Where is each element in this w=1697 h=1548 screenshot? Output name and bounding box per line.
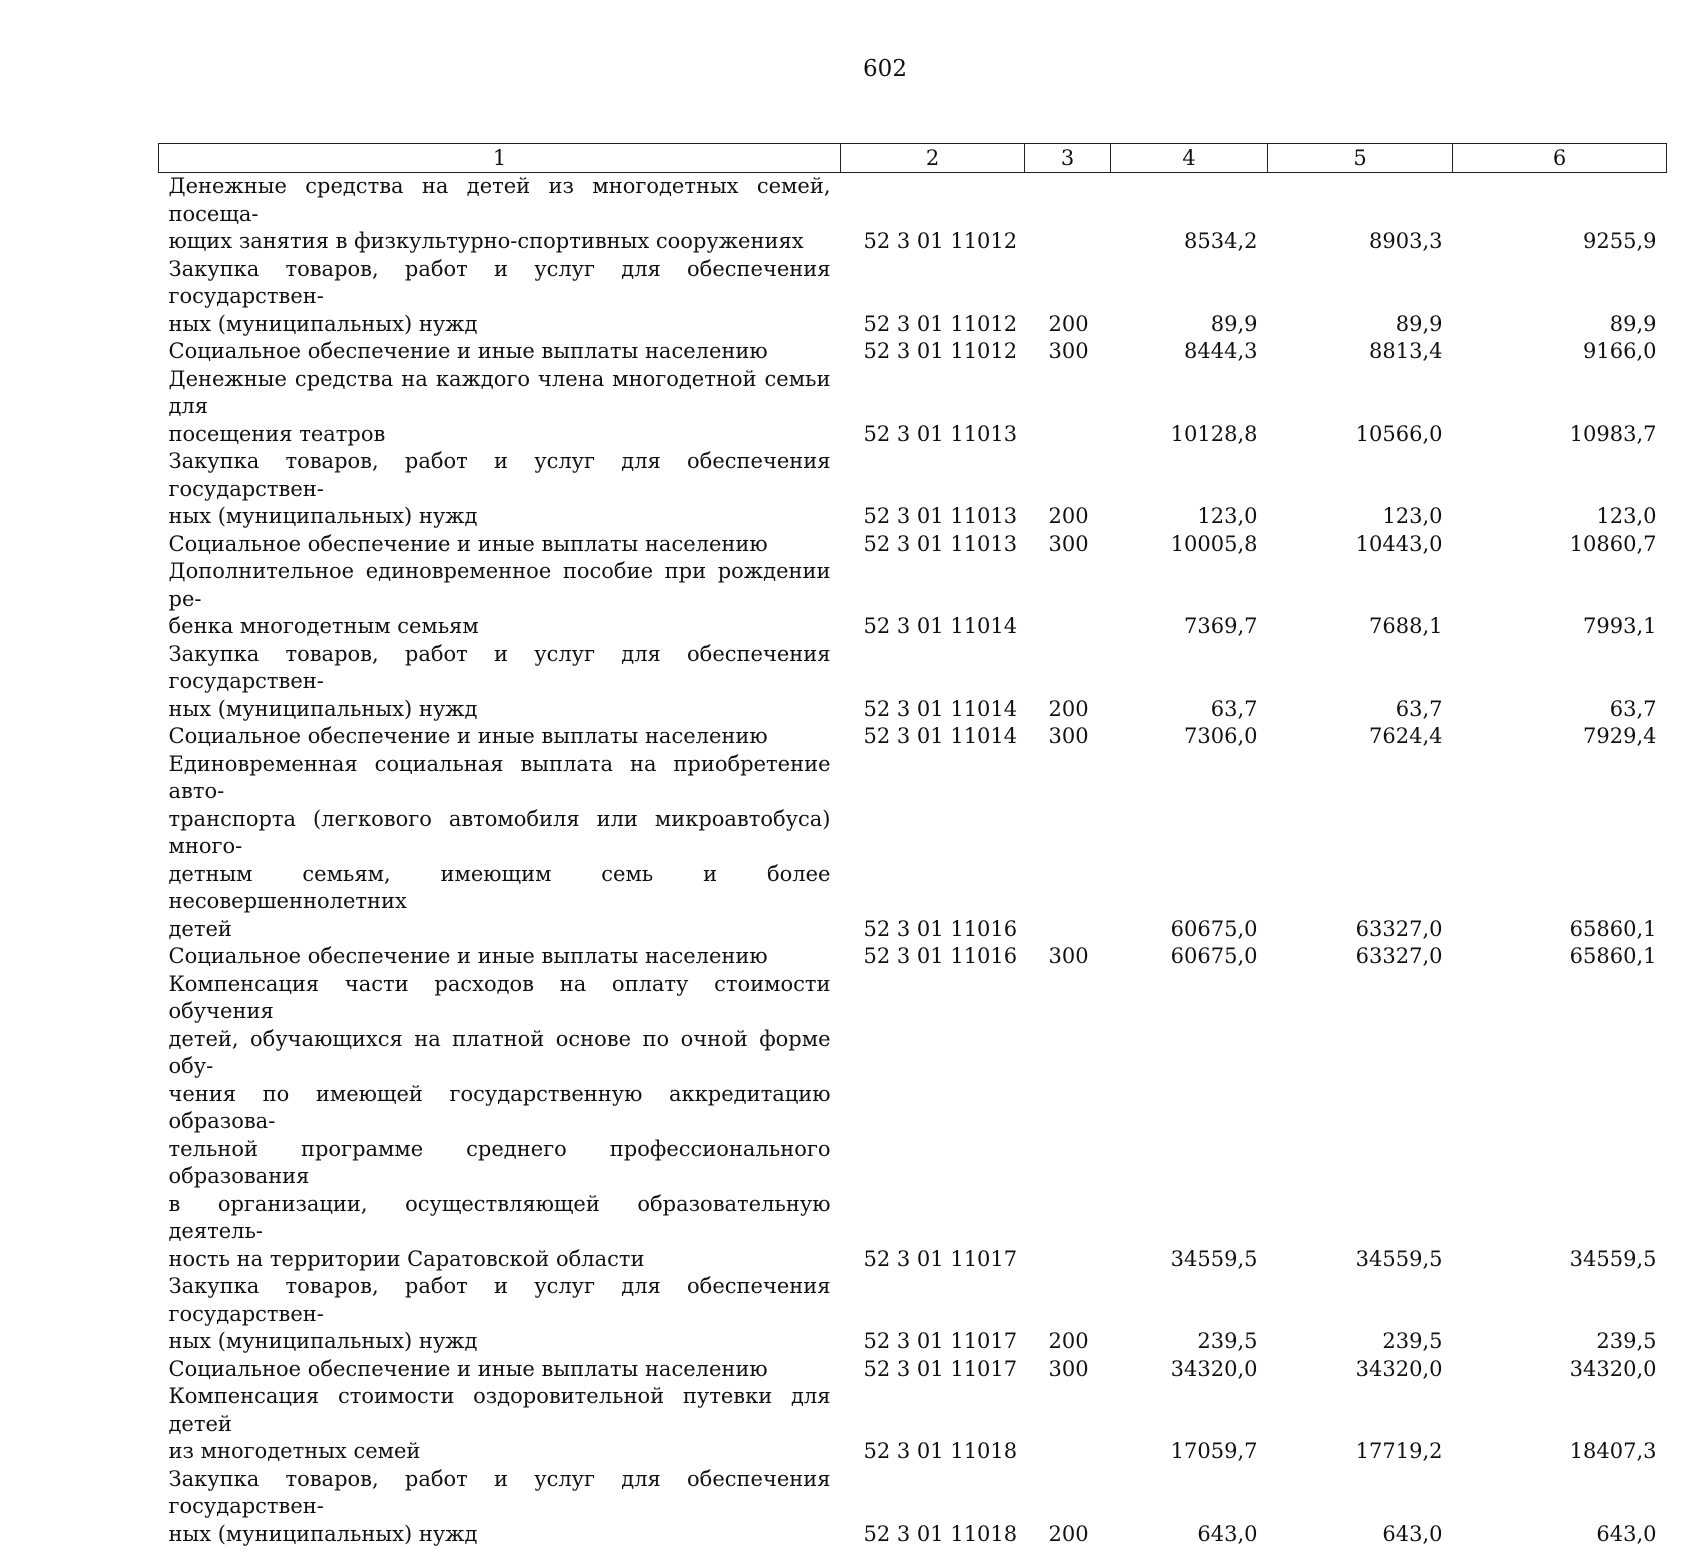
amount-col-5: 63327,0 xyxy=(1268,943,1453,971)
target-code: 52 3 01 11016 xyxy=(841,751,1025,944)
amount-col-4: 34559,5 xyxy=(1111,971,1268,1274)
table-row xyxy=(159,1356,1667,1384)
amount-col-5: 123,0 xyxy=(1268,448,1453,531)
target-code: 52 3 01 11017 xyxy=(841,1273,1025,1356)
expense-name-line: детей, обучающихся на платной основе по очной форме обу- xyxy=(169,1026,831,1081)
target-code: 52 3 01 11012 xyxy=(841,173,1025,256)
expense-name xyxy=(159,971,841,1274)
amount-col-4: 239,5 xyxy=(1111,1273,1268,1356)
expense-name-line: ных (муниципальных) нужд xyxy=(169,1328,831,1356)
expense-name-line: Закупка товаров, работ и услуг для обеспечения государствен- xyxy=(169,1273,831,1328)
amount-col-6: 643,0 xyxy=(1453,1466,1667,1548)
column-header-6: 6 xyxy=(1453,144,1667,173)
amount-col-4: 17059,7 xyxy=(1111,1383,1268,1466)
amount-col-6: 63,7 xyxy=(1453,641,1667,724)
budget-table xyxy=(158,143,1667,1548)
target-code: 52 3 01 11013 xyxy=(841,366,1025,449)
table-row xyxy=(159,338,1667,366)
expense-name-line: ных (муниципальных) нужд xyxy=(169,311,831,339)
expense-name xyxy=(159,1356,841,1384)
table-row xyxy=(159,366,1667,449)
expense-name-line: в организации, осуществляющей образовательную деятель- xyxy=(169,1191,831,1246)
expense-name-line: детным семьям, имеющим семь и более несовершеннолетних xyxy=(169,861,831,916)
expense-name-line: Единовременная социальная выплата на приобретение авто- xyxy=(169,751,831,806)
expense-name xyxy=(159,256,841,339)
amount-col-5: 89,9 xyxy=(1268,256,1453,339)
expense-name-line: Социальное обеспечение и иные выплаты населению xyxy=(169,531,831,559)
expense-name-line: чения по имеющей государственную аккредитацию образова- xyxy=(169,1081,831,1136)
table-header xyxy=(159,144,1667,173)
amount-col-6: 9255,9 xyxy=(1453,173,1667,256)
amount-col-6: 7993,1 xyxy=(1453,558,1667,641)
expense-name-line: посещения театров xyxy=(169,421,831,449)
amount-col-6: 34320,0 xyxy=(1453,1356,1667,1384)
expense-name-line: ность на территории Саратовской области xyxy=(169,1246,831,1274)
amount-col-4: 8444,3 xyxy=(1111,338,1268,366)
amount-col-4: 34320,0 xyxy=(1111,1356,1268,1384)
amount-col-5: 7688,1 xyxy=(1268,558,1453,641)
expense-name-line: Закупка товаров, работ и услуг для обеспечения государствен- xyxy=(169,448,831,503)
expense-type-code xyxy=(1025,751,1111,944)
expense-name xyxy=(159,448,841,531)
target-code: 52 3 01 11016 xyxy=(841,943,1025,971)
column-header-5: 5 xyxy=(1268,144,1453,173)
expense-name-line: ющих занятия в физкультурно-спортивных сооружениях xyxy=(169,228,831,256)
table-row xyxy=(159,723,1667,751)
amount-col-6: 123,0 xyxy=(1453,448,1667,531)
amount-col-5: 8813,4 xyxy=(1268,338,1453,366)
expense-name-line: Компенсация стоимости оздоровительной путевки для детей xyxy=(169,1383,831,1438)
amount-col-4: 10005,8 xyxy=(1111,531,1268,559)
column-header-4: 4 xyxy=(1111,144,1268,173)
table-row xyxy=(159,1273,1667,1356)
table-row xyxy=(159,641,1667,724)
expense-type-code: 200 xyxy=(1025,641,1111,724)
expense-name-line: Социальное обеспечение и иные выплаты населению xyxy=(169,338,831,366)
table-row xyxy=(159,1466,1667,1548)
expense-type-code: 200 xyxy=(1025,448,1111,531)
target-code: 52 3 01 11018 xyxy=(841,1466,1025,1548)
expense-type-code: 300 xyxy=(1025,338,1111,366)
expense-type-code: 200 xyxy=(1025,1466,1111,1548)
expense-name-line: тельной программе среднего профессионального образования xyxy=(169,1136,831,1191)
amount-col-4: 8534,2 xyxy=(1111,173,1268,256)
amount-col-4: 643,0 xyxy=(1111,1466,1268,1548)
expense-type-code: 300 xyxy=(1025,723,1111,751)
expense-name xyxy=(159,338,841,366)
amount-col-5: 643,0 xyxy=(1268,1466,1453,1548)
expense-name-line: из многодетных семей xyxy=(169,1438,831,1466)
expense-name xyxy=(159,1383,841,1466)
amount-col-6: 65860,1 xyxy=(1453,943,1667,971)
amount-col-4: 63,7 xyxy=(1111,641,1268,724)
amount-col-4: 60675,0 xyxy=(1111,751,1268,944)
table-row xyxy=(159,173,1667,256)
expense-name-line: Социальное обеспечение и иные выплаты населению xyxy=(169,943,831,971)
amount-col-6: 89,9 xyxy=(1453,256,1667,339)
expense-name xyxy=(159,531,841,559)
amount-col-5: 8903,3 xyxy=(1268,173,1453,256)
target-code: 52 3 01 11012 xyxy=(841,256,1025,339)
expense-name-line: Социальное обеспечение и иные выплаты населению xyxy=(169,723,831,751)
expense-type-code: 300 xyxy=(1025,1356,1111,1384)
amount-col-5: 17719,2 xyxy=(1268,1383,1453,1466)
expense-name xyxy=(159,173,841,256)
expense-name-line: Закупка товаров, работ и услуг для обеспечения государствен- xyxy=(169,256,831,311)
expense-type-code xyxy=(1025,173,1111,256)
table-row xyxy=(159,448,1667,531)
amount-col-4: 7369,7 xyxy=(1111,558,1268,641)
expense-name-line: Закупка товаров, работ и услуг для обеспечения государствен- xyxy=(169,641,831,696)
amount-col-6: 239,5 xyxy=(1453,1273,1667,1356)
column-header-1: 1 xyxy=(159,144,841,173)
target-code: 52 3 01 11013 xyxy=(841,448,1025,531)
amount-col-5: 10566,0 xyxy=(1268,366,1453,449)
expense-name-line: детей xyxy=(169,916,831,944)
expense-type-code: 300 xyxy=(1025,531,1111,559)
expense-type-code xyxy=(1025,558,1111,641)
amount-col-5: 10443,0 xyxy=(1268,531,1453,559)
expense-name-line: бенка многодетным семьям xyxy=(169,613,831,641)
table-row xyxy=(159,531,1667,559)
target-code: 52 3 01 11017 xyxy=(841,971,1025,1274)
column-header-2: 2 xyxy=(841,144,1025,173)
table-row xyxy=(159,943,1667,971)
table-body xyxy=(159,173,1667,1548)
table-row xyxy=(159,256,1667,339)
expense-type-code xyxy=(1025,366,1111,449)
amount-col-6: 10860,7 xyxy=(1453,531,1667,559)
amount-col-4: 89,9 xyxy=(1111,256,1268,339)
amount-col-5: 34559,5 xyxy=(1268,971,1453,1274)
table-row xyxy=(159,971,1667,1274)
column-header-3: 3 xyxy=(1025,144,1111,173)
expense-type-code xyxy=(1025,1383,1111,1466)
expense-name-line: Денежные средства на каждого члена многодетной семьи для xyxy=(169,366,831,421)
table-row xyxy=(159,558,1667,641)
expense-name xyxy=(159,1466,841,1548)
target-code: 52 3 01 11014 xyxy=(841,723,1025,751)
amount-col-4: 7306,0 xyxy=(1111,723,1268,751)
expense-type-code: 200 xyxy=(1025,1273,1111,1356)
amount-col-6: 7929,4 xyxy=(1453,723,1667,751)
expense-name xyxy=(159,751,841,944)
expense-name xyxy=(159,641,841,724)
amount-col-6: 18407,3 xyxy=(1453,1383,1667,1466)
amount-col-4: 10128,8 xyxy=(1111,366,1268,449)
expense-name xyxy=(159,943,841,971)
expense-name xyxy=(159,366,841,449)
expense-name-line: Денежные средства на детей из многодетных семей, посеща- xyxy=(169,173,831,228)
header-row xyxy=(159,144,1667,173)
target-code: 52 3 01 11017 xyxy=(841,1356,1025,1384)
target-code: 52 3 01 11012 xyxy=(841,338,1025,366)
amount-col-5: 63327,0 xyxy=(1268,751,1453,944)
expense-name xyxy=(159,1273,841,1356)
expense-name-line: Социальное обеспечение и иные выплаты населению xyxy=(169,1356,831,1384)
amount-col-4: 60675,0 xyxy=(1111,943,1268,971)
expense-name-line: Дополнительное единовременное пособие при рождении ре- xyxy=(169,558,831,613)
amount-col-4: 123,0 xyxy=(1111,448,1268,531)
expense-name-line: ных (муниципальных) нужд xyxy=(169,503,831,531)
target-code: 52 3 01 11014 xyxy=(841,641,1025,724)
expense-name-line: Закупка товаров, работ и услуг для обеспечения государствен- xyxy=(169,1466,831,1521)
amount-col-6: 65860,1 xyxy=(1453,751,1667,944)
expense-type-code: 300 xyxy=(1025,943,1111,971)
amount-col-6: 9166,0 xyxy=(1453,338,1667,366)
amount-col-6: 34559,5 xyxy=(1453,971,1667,1274)
expense-name-line: транспорта (легкового автомобиля или микроавтобуса) много- xyxy=(169,806,831,861)
expense-type-code xyxy=(1025,971,1111,1274)
page-number: 602 xyxy=(0,56,1697,82)
amount-col-5: 34320,0 xyxy=(1268,1356,1453,1384)
amount-col-5: 63,7 xyxy=(1268,641,1453,724)
table-row xyxy=(159,1383,1667,1466)
amount-col-5: 7624,4 xyxy=(1268,723,1453,751)
expense-name-line: ных (муниципальных) нужд xyxy=(169,1521,831,1548)
amount-col-6: 10983,7 xyxy=(1453,366,1667,449)
target-code: 52 3 01 11018 xyxy=(841,1383,1025,1466)
expense-name-line: ных (муниципальных) нужд xyxy=(169,696,831,724)
target-code: 52 3 01 11014 xyxy=(841,558,1025,641)
amount-col-5: 239,5 xyxy=(1268,1273,1453,1356)
target-code: 52 3 01 11013 xyxy=(841,531,1025,559)
expense-name xyxy=(159,723,841,751)
expense-name-line: Компенсация части расходов на оплату стоимости обучения xyxy=(169,971,831,1026)
table-row xyxy=(159,751,1667,944)
expense-name xyxy=(159,558,841,641)
expense-type-code: 200 xyxy=(1025,256,1111,339)
